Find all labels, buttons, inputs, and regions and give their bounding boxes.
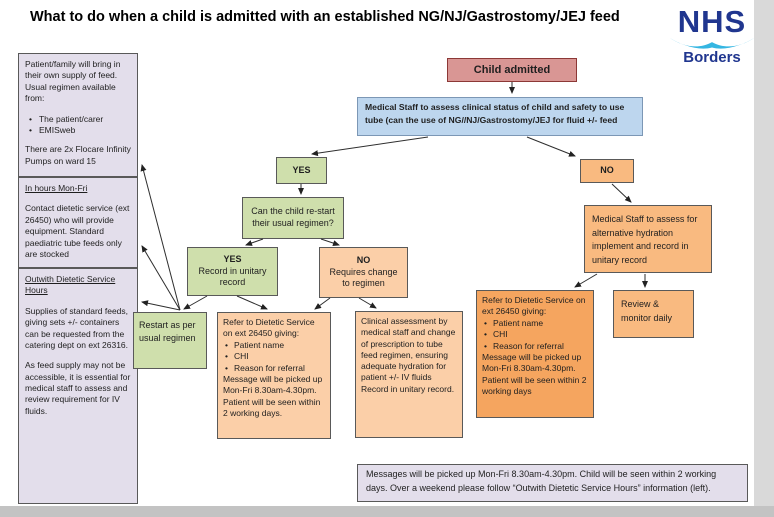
bullet-icon: • <box>29 113 32 124</box>
refer-left-bullet-list <box>223 340 325 374</box>
pumps-paragraph: There are 2x Flocare Infinity Pumps on ward 15 <box>25 144 131 166</box>
arrow-restart-to-sidebar-supply <box>142 165 180 310</box>
supply-bullet-list <box>25 114 131 137</box>
bullet-icon: • <box>484 317 487 328</box>
supply-bullet <box>25 125 131 136</box>
refer-left-intro: Refer to Dietetic Service on ext 26450 giving: <box>223 317 315 339</box>
refer-right-bullet <box>482 341 588 352</box>
refer-left-bullet <box>223 351 325 362</box>
node-no-change-body: Requires change to regimen <box>329 266 398 289</box>
arrow-assess-to-yes <box>312 137 428 154</box>
outwith-heading: Outwith Dietetic Service Hours <box>25 274 116 296</box>
arrow-nochange-to-referleft <box>315 298 330 309</box>
node-refer-dietetic-left <box>217 312 331 439</box>
refer-right-bullet <box>482 329 588 340</box>
node-restart-usual <box>133 312 207 369</box>
sidebar-panel-outwith <box>18 268 138 504</box>
arrow-althydration-to-referright <box>575 274 597 287</box>
in-hours-body: Contact dietetic service (ext 26450) who will provide equipment. Standard paediatric tube feeds only are stocked <box>25 203 130 259</box>
refer-left-bullet-text: CHI <box>233 351 249 362</box>
arrow-restart-to-sidebar-inhours <box>142 246 180 310</box>
sidebar-panel-supply <box>18 53 138 177</box>
clinical-record: Record in unitary record. <box>361 383 455 394</box>
refer-right-outro: Message will be picked up Mon-Fri 8.30am-4.30pm. Patient will be seen within 2 working days <box>482 352 587 396</box>
in-hours-heading: In hours Mon-Fri <box>25 183 88 193</box>
node-restart-question-label: Can the child re-start their usual regimen? <box>251 206 335 228</box>
node-restart-usual-label: Restart as per usual regimen <box>139 320 196 343</box>
node-yes-top-label: YES <box>292 164 311 175</box>
node-refer-dietetic-right <box>476 290 594 418</box>
node-assess-status <box>357 97 643 136</box>
node-no-top-label: NO <box>600 165 614 176</box>
refer-left-bullet <box>223 340 325 351</box>
nhs-org-text: Borders <box>683 49 741 66</box>
bullet-icon: • <box>29 124 32 135</box>
arrow-question-to-yesrecord <box>246 239 263 245</box>
node-yes-top <box>276 157 327 184</box>
refer-right-bullet <box>482 318 588 329</box>
sidebar-panel-in-hours <box>18 177 138 268</box>
node-alt-hydration <box>584 205 712 273</box>
refer-right-bullet-text: Patient name <box>492 317 544 328</box>
page-edge-right <box>754 0 774 517</box>
refer-right-intro: Refer to Dietetic Service on ext 26450 giving: <box>482 295 586 317</box>
node-restart-question <box>242 197 344 239</box>
bullet-icon: • <box>225 339 228 350</box>
node-yes-record-title: YES <box>223 253 242 264</box>
supply-bullet-text: The patient/carer <box>38 113 104 124</box>
node-alt-hydration-label: Medical Staff to assess for alternative hydration implement and record in unitary record <box>592 214 698 265</box>
outwith-paragraph: Supplies of standard feeds, giving sets +/- containers can be requested from the catering dept on ext 26316. <box>25 305 129 350</box>
footer-note-text: Messages will be picked up Mon-Fri 8.30am-4.30pm. Child will be seen within 2 working days. Over a weekend please follow “Outwith Dietetic Service Hours” information (left). <box>366 469 717 493</box>
node-review-monitor-label: Review & monitor daily <box>621 299 673 323</box>
refer-left-bullet-text: Patient name <box>233 339 285 350</box>
outwith-paragraph: As feed supply may not be accessible, it is essential for medical staff to assess and review requirement for IV fluids. <box>25 360 131 416</box>
node-assess-status-label: Medical Staff to assess clinical status of child and safety to use tube (can the use of NG//NJ/Gastrostomy/JEJ for fluid +/- feed <box>365 102 625 126</box>
bullet-icon: • <box>484 329 487 340</box>
arrow-no-to-althydration <box>612 184 631 202</box>
arrow-yesrecord-to-referleft <box>237 296 267 309</box>
arrow-nochange-to-clinical <box>359 298 376 308</box>
refer-right-bullet-list <box>482 318 588 352</box>
supply-bullet-text: EMISweb <box>38 124 76 135</box>
node-clinical-assessment <box>355 311 463 438</box>
node-no-top <box>580 159 634 183</box>
supply-bullet <box>25 114 131 125</box>
nhs-logo-text: NHS <box>677 4 747 39</box>
node-yes-record-body: Record in unitary record <box>198 265 267 288</box>
refer-left-bullet <box>223 363 325 374</box>
arrow-yesrecord-to-restart <box>184 296 207 309</box>
page-edge-bottom <box>0 506 774 517</box>
supply-paragraph: Patient/family will bring in their own supply of feed. Usual regimen available from: <box>25 59 121 104</box>
refer-right-bullet-text: Reason for referral <box>492 340 564 351</box>
arrow-assess-to-no <box>527 137 575 156</box>
arrow-restart-to-sidebar-outwith <box>142 302 180 310</box>
node-review-monitor <box>613 290 694 338</box>
refer-left-bullet-text: Reason for referral <box>233 362 305 373</box>
refer-left-outro: Message will be picked up Mon-Fri 8.30am-4.30pm. Patient will be seen within 2 working days. <box>223 374 323 418</box>
bullet-icon: • <box>225 351 228 362</box>
node-child-admitted-label: Child admitted <box>473 64 551 76</box>
bullet-icon: • <box>484 340 487 351</box>
footer-note <box>357 464 748 502</box>
node-child-admitted <box>447 58 577 82</box>
refer-right-bullet-text: CHI <box>492 329 508 340</box>
page-title: What to do when a child is admitted with an established NG/NJ/Gastrostomy/JEJ feed <box>30 9 620 25</box>
node-no-change <box>319 247 408 298</box>
node-yes-record <box>187 247 278 296</box>
node-no-change-title: NO <box>356 254 371 265</box>
bullet-icon: • <box>225 362 228 373</box>
clinical-paragraph: Clinical assessment by medical staff and change of prescription to tube feed regimen, ensuring adequate hydration for patient +/- IV fluids <box>361 316 456 383</box>
arrow-question-to-nochange <box>321 239 339 245</box>
nhs-borders-logo <box>662 6 762 66</box>
